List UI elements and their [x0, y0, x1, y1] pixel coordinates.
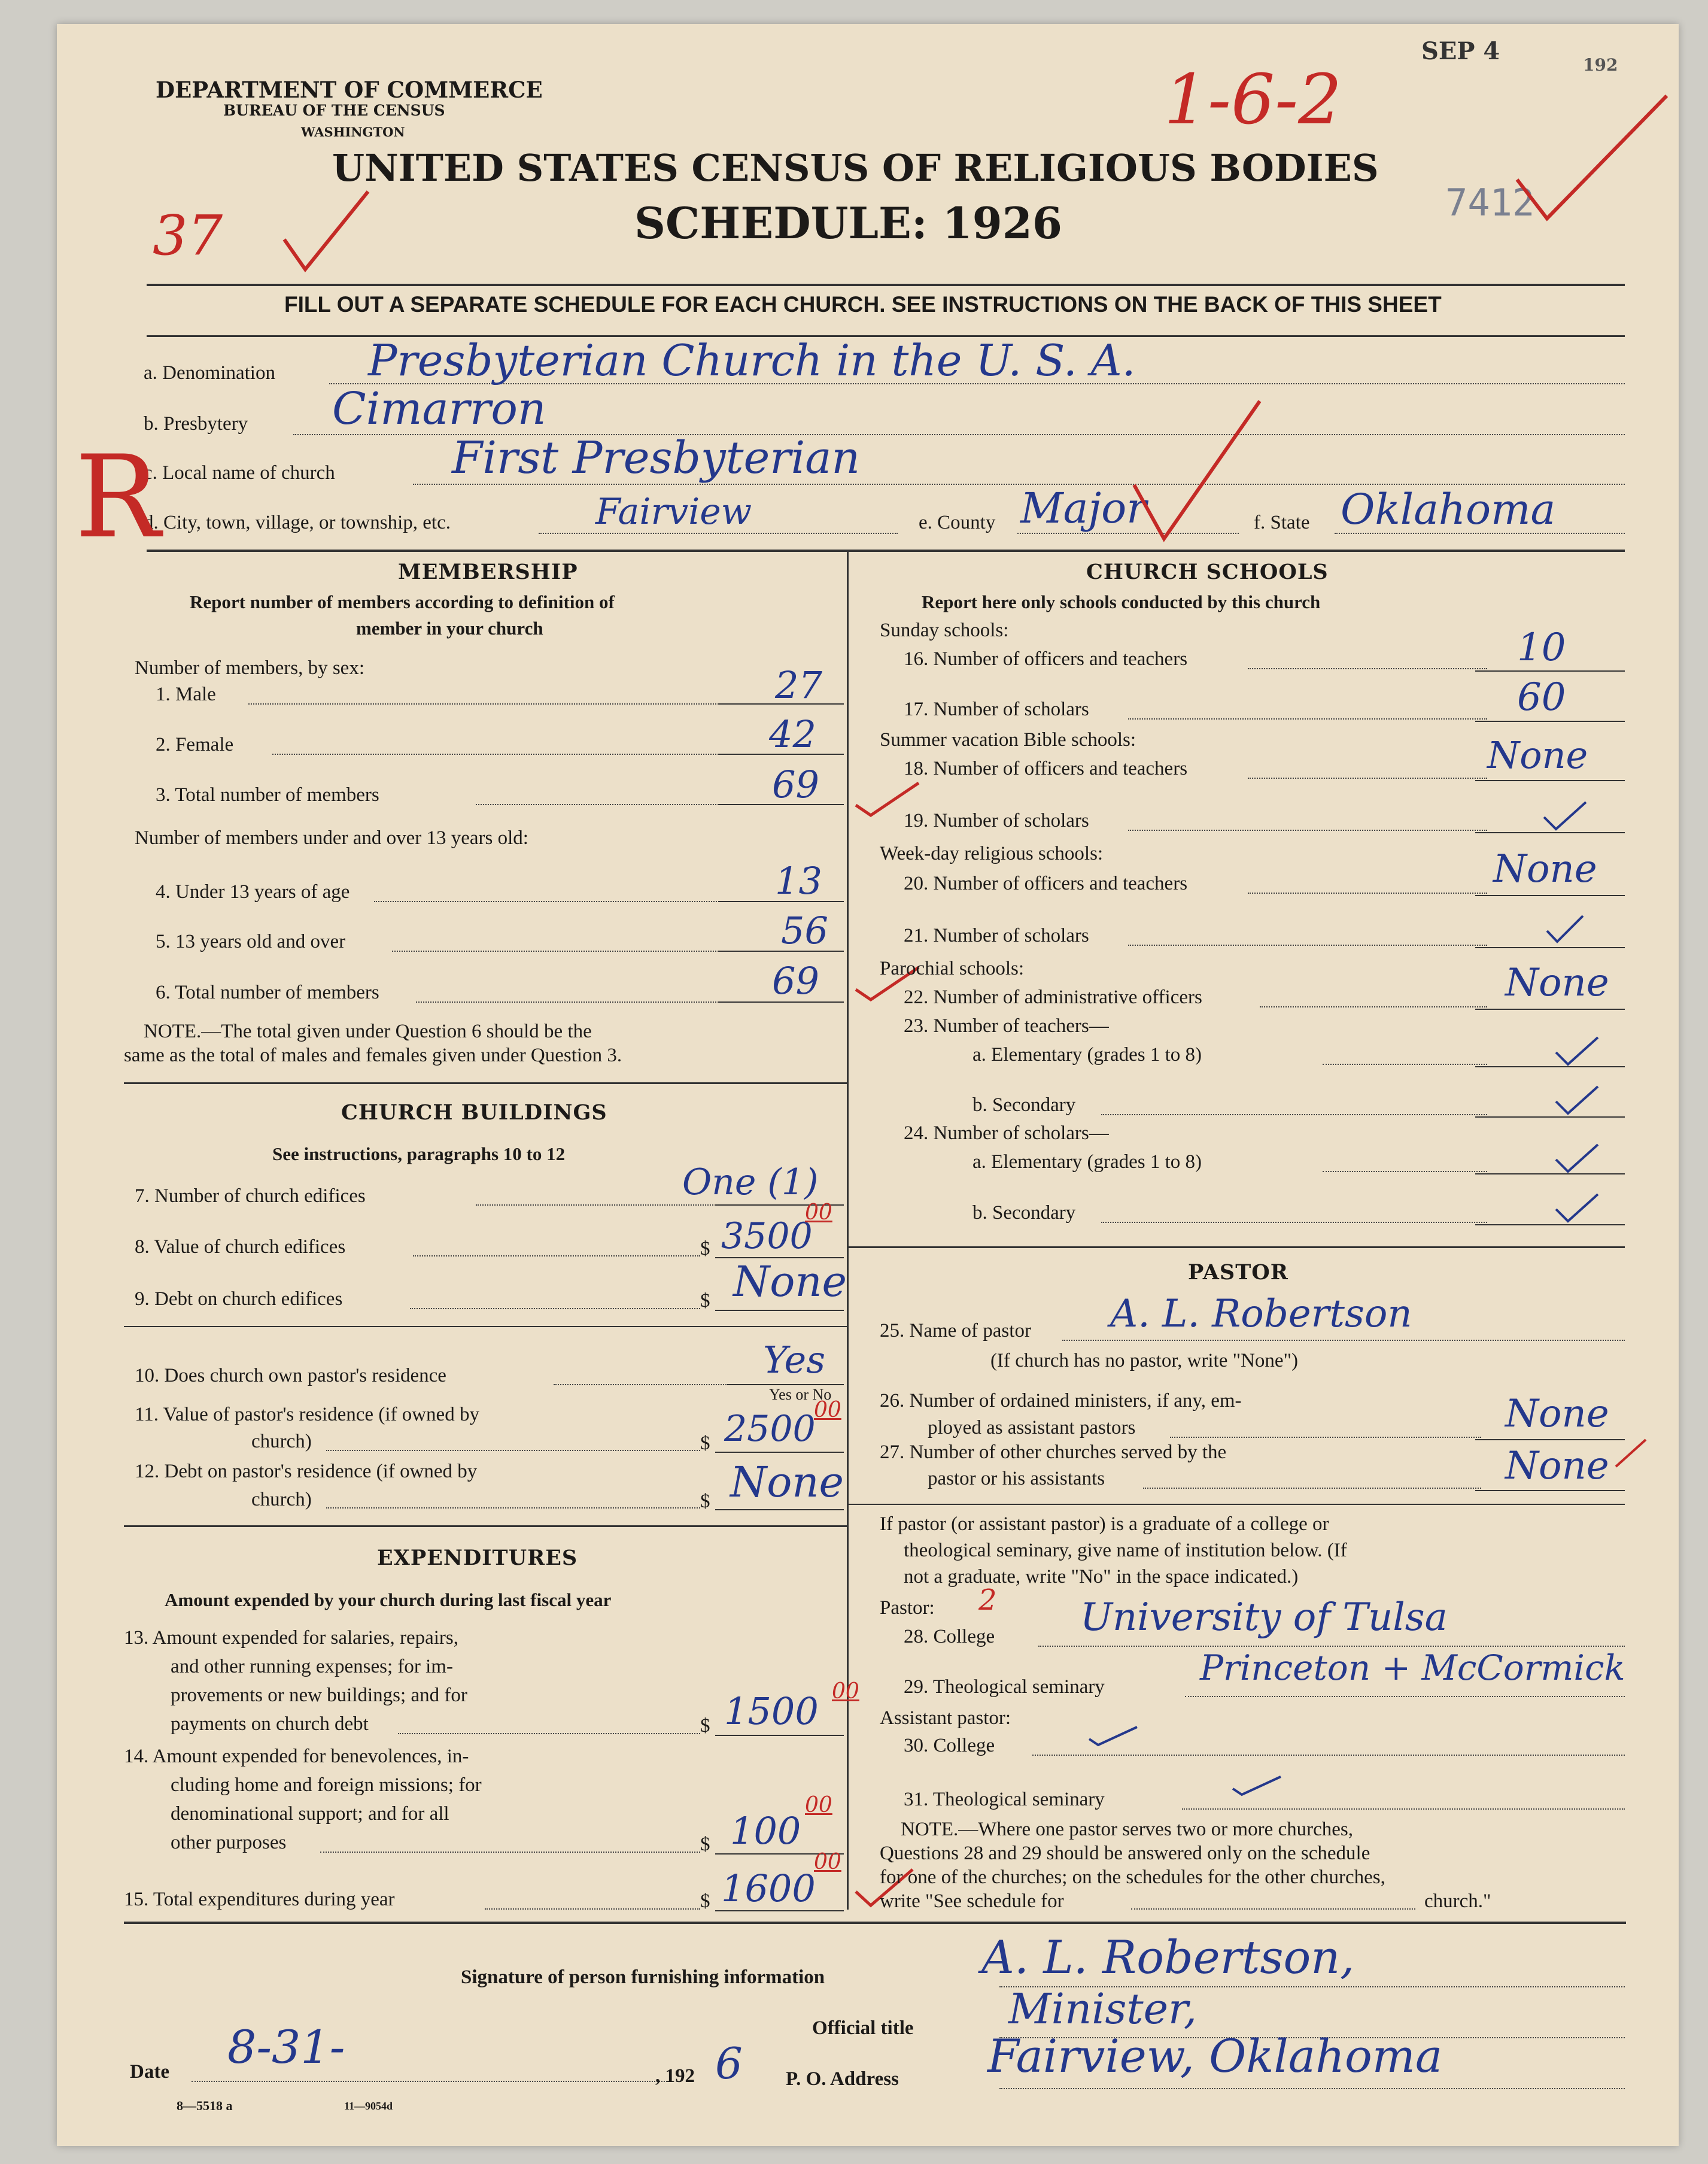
summer-officers-field[interactable]: None — [1487, 733, 1588, 777]
pastor-heading: PASTOR — [1188, 1260, 1288, 1285]
church-name-label: c. Local name of church — [144, 462, 335, 484]
q25-line — [1062, 1340, 1625, 1341]
check-icon — [1230, 1771, 1284, 1801]
summer-schools-label: Summer vacation Bible schools: — [880, 729, 1136, 751]
q11-answer-line — [715, 1452, 844, 1453]
membership-heading: MEMBERSHIP — [398, 560, 578, 584]
q10-line — [554, 1384, 733, 1385]
q1-line — [248, 703, 745, 705]
official-title-label: Official title — [812, 2017, 914, 2039]
q13-answer-line — [715, 1735, 844, 1736]
q21-answer-line — [1475, 947, 1625, 948]
residence-debt-field[interactable]: None — [730, 1458, 844, 1507]
q2-label: 2. Female — [156, 734, 234, 755]
q13-l3: provements or new buildings; and for — [171, 1685, 467, 1706]
q7-line — [476, 1204, 727, 1206]
buildings-heading: CHURCH BUILDINGS — [341, 1100, 607, 1125]
q8-dollar: $ — [700, 1238, 710, 1259]
q22-answer-line — [1475, 1009, 1625, 1010]
census-schedule — [57, 24, 1679, 2146]
q11-line — [326, 1450, 700, 1451]
q13-l1: 13. Amount expended for salaries, repairs, — [124, 1627, 459, 1649]
q21-line — [1128, 945, 1487, 946]
form-number-2: 11—9054d — [344, 2100, 393, 2112]
q24-label: 24. Number of scholars— — [904, 1122, 1109, 1144]
q27-line — [1143, 1488, 1481, 1489]
q21-label: 21. Number of scholars — [904, 925, 1089, 946]
q14-dollar: $ — [700, 1834, 710, 1855]
assistant-pastor-label: Assistant pastor: — [880, 1707, 1011, 1729]
q24b-line — [1101, 1222, 1487, 1223]
q4-line — [374, 901, 745, 902]
signature-field[interactable]: A. L. Robertson, — [981, 1931, 1355, 1984]
q16-label: 16. Number of officers and teachers — [904, 648, 1188, 670]
q24b-answer-line — [1475, 1224, 1625, 1225]
date-line — [192, 2081, 667, 2082]
q23a-answer-line — [1475, 1066, 1625, 1067]
q19-line — [1128, 830, 1487, 831]
membership-note-2: same as the total of males and females given under Question 3. — [124, 1045, 622, 1066]
q15-cents: 00 — [814, 1850, 841, 1874]
q11-label-1: 11. Value of pastor's residence (if owned by — [135, 1404, 479, 1425]
form-number-1: 8—5518 a — [177, 2098, 233, 2113]
column-divider — [847, 551, 849, 1910]
membership-intro-1: Report number of members according to definition of — [190, 591, 615, 612]
pastor-note-1: NOTE.—Where one pastor serves two or more churches, — [901, 1819, 1353, 1840]
q15-line — [485, 1908, 700, 1910]
q14-l3: denominational support; and for all — [171, 1803, 449, 1825]
male-members-field[interactable]: 27 — [775, 663, 822, 707]
female-members-field[interactable]: 42 — [769, 712, 816, 756]
presbytery-field[interactable]: Cimarron — [332, 383, 546, 435]
q12-dollar: $ — [700, 1491, 710, 1512]
state-field[interactable]: Oklahoma — [1341, 485, 1556, 534]
red-check-icon — [1128, 395, 1266, 545]
county-label: e. County — [919, 512, 996, 533]
separate-schedule-instruction: FILL OUT A SEPARATE SCHEDULE FOR EACH CHURCH. SEE INSTRUCTIONS ON THE BACK OF THIS SHEET — [284, 292, 1442, 317]
q23b-line — [1101, 1114, 1487, 1115]
check-icon — [1086, 1721, 1140, 1751]
q6-line — [416, 1001, 745, 1003]
residence-value-field[interactable]: 2500 — [724, 1408, 816, 1450]
q16-answer-line — [1475, 670, 1625, 672]
state-label: f. State — [1254, 512, 1310, 533]
q13-line — [398, 1733, 700, 1734]
over-13-field[interactable]: 56 — [781, 909, 828, 952]
q5-label: 5. 13 years old and over — [156, 931, 346, 952]
city-field[interactable]: Fairview — [595, 491, 752, 533]
q24a-answer-line — [1475, 1173, 1625, 1174]
pastor-red-mark: 2 — [978, 1583, 997, 1617]
q9-answer-line — [715, 1310, 844, 1311]
address-field[interactable]: Fairview, Oklahoma — [987, 2029, 1443, 2083]
red-check-icon — [278, 186, 374, 275]
weekday-schools-label: Week-day religious schools: — [880, 843, 1104, 864]
q27-l2: pastor or his assistants — [928, 1468, 1105, 1489]
q4-label: 4. Under 13 years of age — [156, 881, 350, 903]
q22-line — [1260, 1006, 1487, 1007]
q15-answer-line — [715, 1910, 844, 1911]
q31-label: 31. Theological seminary — [904, 1789, 1105, 1810]
sunday-officers-field[interactable]: 10 — [1517, 626, 1566, 670]
q18-label: 18. Number of officers and teachers — [904, 758, 1188, 779]
q14-l1: 14. Amount expended for benevolences, in- — [124, 1746, 469, 1767]
q24a-line — [1323, 1171, 1487, 1172]
members-by-sex-label: Number of members, by sex: — [135, 657, 364, 679]
schools-heading: CHURCH SCHOOLS — [1086, 560, 1329, 584]
q14-l4: other purposes — [171, 1832, 287, 1853]
q19-answer-line — [1475, 832, 1625, 833]
q16-line — [1248, 668, 1487, 669]
q28-line — [1038, 1646, 1625, 1647]
q26-l1: 26. Number of ordained ministers, if any, em- — [880, 1390, 1242, 1412]
q22-label: 22. Number of administrative officers — [904, 987, 1202, 1008]
q9-line — [410, 1308, 700, 1309]
year-prefix: , 192 — [655, 2065, 695, 2087]
official-title-field[interactable]: Minister, — [1008, 1984, 1198, 2034]
q8-line — [413, 1255, 700, 1256]
members-by-age-label: Number of members under and over 13 years old: — [135, 827, 528, 849]
received-stamp-date: SEP 4 — [1421, 37, 1500, 65]
city-label: d. City, town, village, or township, etc. — [144, 512, 451, 533]
running-expenses-field[interactable]: 1500 — [724, 1689, 819, 1733]
pastor-note-5: church." — [1424, 1890, 1491, 1912]
received-stamp-year: 192 — [1583, 55, 1618, 75]
q13-l2: and other running expenses; for im- — [171, 1656, 453, 1677]
q28-label: 28. College — [904, 1626, 995, 1647]
church-name-field[interactable]: First Presbyterian — [452, 432, 861, 484]
check-icon — [1541, 799, 1589, 835]
city-line — [539, 533, 898, 534]
college-field[interactable]: University of Tulsa — [1080, 1595, 1448, 1640]
q2-line — [272, 754, 745, 755]
q20-answer-line — [1475, 895, 1625, 896]
red-code-mark: 1-6-2 — [1164, 60, 1342, 140]
owns-residence-field[interactable]: Yes — [763, 1338, 826, 1382]
q18-answer-line — [1475, 780, 1625, 781]
sunday-scholars-field[interactable]: 60 — [1517, 675, 1566, 720]
q30-line — [1032, 1755, 1625, 1756]
check-icon — [1553, 1191, 1601, 1227]
q13-cents: 00 — [832, 1679, 859, 1704]
footer-rule — [124, 1922, 1626, 1924]
q20-line — [1248, 893, 1487, 894]
parochial-officers-field[interactable]: None — [1505, 961, 1609, 1005]
buildings-rule-1 — [124, 1326, 848, 1327]
q24a-label: a. Elementary (grades 1 to 8) — [972, 1151, 1202, 1173]
q14-l2: cluding home and foreign missions; for — [171, 1774, 482, 1796]
q11-label-2: church) — [251, 1431, 312, 1452]
q17-line — [1128, 718, 1487, 720]
check-icon — [1553, 1083, 1601, 1119]
q9-dollar: $ — [700, 1290, 710, 1312]
pastor-note-4: write "See schedule for — [880, 1890, 1064, 1912]
seminary-field[interactable]: Princeton + McCormick — [1200, 1647, 1625, 1688]
expenditures-sub: Amount expended by your church during last fiscal year — [165, 1589, 612, 1610]
schedule-year: SCHEDULE: 1926 — [634, 198, 1062, 248]
q23a-label: a. Elementary (grades 1 to 8) — [972, 1044, 1202, 1066]
q6-label: 6. Total number of members — [156, 982, 379, 1003]
q9-label: 9. Debt on church edifices — [135, 1288, 343, 1310]
total-members-q6-field[interactable]: 69 — [772, 959, 819, 1003]
presbytery-label: b. Presbytery — [144, 413, 248, 435]
q8-label: 8. Value of church edifices — [135, 1236, 346, 1258]
q25-label: 25. Name of pastor — [880, 1320, 1031, 1342]
margin-r-mark: R — [75, 431, 161, 563]
q26-line — [1170, 1437, 1481, 1438]
edifice-debt-field[interactable]: None — [733, 1257, 847, 1306]
buildings-sub: See instructions, paragraphs 10 to 12 — [272, 1143, 566, 1164]
q24b-label: b. Secondary — [972, 1202, 1076, 1224]
yes-no-hint: Yes or No — [769, 1386, 832, 1403]
bureau-name: BUREAU OF THE CENSUS — [223, 102, 445, 119]
pastor-rule — [848, 1504, 1625, 1505]
q7-label: 7. Number of church edifices — [135, 1185, 366, 1207]
total-members-field[interactable]: 69 — [772, 763, 819, 806]
q23b-answer-line — [1475, 1116, 1625, 1118]
stamped-number: 7412 — [1445, 181, 1535, 224]
graduate-instruction-3: not a graduate, write "No" in the space indicated.) — [904, 1566, 1299, 1588]
q11-dollar: $ — [700, 1432, 710, 1454]
edifice-value-field[interactable]: 3500 — [721, 1215, 813, 1257]
q1-label: 1. Male — [156, 684, 216, 705]
q10-answer-line — [727, 1384, 844, 1385]
denomination-field[interactable]: Presbyterian Church in the U. S. A. — [368, 335, 1136, 386]
section-rule — [147, 550, 1625, 552]
pastor-name-field[interactable]: A. L. Robertson — [1110, 1292, 1412, 1336]
q12-answer-line — [715, 1509, 844, 1510]
q20-label: 20. Number of officers and teachers — [904, 873, 1188, 894]
q17-label: 17. Number of scholars — [904, 699, 1089, 720]
q23a-line — [1323, 1064, 1487, 1065]
assistant-pastors-field[interactable]: None — [1505, 1392, 1609, 1436]
pastor-note-line — [1131, 1908, 1415, 1910]
q27-answer-line — [1475, 1490, 1625, 1491]
pastor-note-3: for one of the churches; on the schedules for the other churches, — [880, 1866, 1385, 1888]
schools-sub: Report here only schools conducted by this church — [922, 591, 1321, 612]
q29-line — [1185, 1696, 1625, 1697]
q18-line — [1248, 778, 1487, 779]
red-number-mark: 37 — [153, 204, 223, 268]
membership-intro-2: member in your church — [356, 618, 543, 639]
pastor-note-2: Questions 28 and 29 should be answered only on the schedule — [880, 1843, 1370, 1864]
check-icon — [1553, 1034, 1601, 1070]
check-icon — [1544, 913, 1586, 946]
q3-line — [476, 804, 745, 805]
membership-note-1: NOTE.—The total given under Question 6 should be the — [144, 1021, 592, 1042]
q13-l4: payments on church debt — [171, 1713, 369, 1735]
schools-rule — [848, 1246, 1625, 1248]
address-label: P. O. Address — [786, 2068, 899, 2090]
q5-line — [392, 951, 745, 952]
q23-label: 23. Number of teachers— — [904, 1015, 1109, 1037]
red-check-icon — [1505, 90, 1673, 227]
address-line — [999, 2088, 1625, 2089]
q13-dollar: $ — [700, 1715, 710, 1737]
bureau-city: WASHINGTON — [301, 125, 405, 139]
under-13-field[interactable]: 13 — [775, 859, 822, 903]
county-field[interactable]: Major — [1020, 484, 1147, 533]
sunday-schools-label: Sunday schools: — [880, 620, 1009, 641]
red-check-icon — [1613, 1437, 1649, 1473]
q25-hint: (If church has no pastor, write "None") — [990, 1350, 1299, 1371]
q17-answer-line — [1475, 721, 1625, 722]
header-rule — [147, 284, 1625, 286]
year-digit-field[interactable]: 6 — [715, 2038, 743, 2089]
date-label: Date — [130, 2061, 169, 2083]
benevolences-field[interactable]: 100 — [730, 1809, 801, 1853]
q27-l1: 27. Number of other churches served by the — [880, 1441, 1227, 1463]
q12-line — [326, 1507, 700, 1509]
weekday-officers-field[interactable]: None — [1493, 847, 1597, 891]
membership-rule — [124, 1082, 848, 1084]
q14-cents: 00 — [805, 1793, 832, 1817]
q23b-label: b. Secondary — [972, 1094, 1076, 1116]
q8-cents: 00 — [805, 1200, 832, 1225]
q15-label: 15. Total expenditures during year — [124, 1889, 395, 1910]
buildings-rule-2 — [124, 1525, 848, 1527]
dept-name: DEPARTMENT OF COMMERCE — [156, 77, 543, 103]
q29-label: 29. Theological seminary — [904, 1676, 1105, 1698]
q31-line — [1182, 1808, 1625, 1810]
total-expenditures-field[interactable]: 1600 — [721, 1866, 816, 1910]
q30-label: 30. College — [904, 1735, 995, 1756]
edifices-count-field[interactable]: One (1) — [682, 1161, 819, 1203]
q26-answer-line — [1475, 1439, 1625, 1440]
parochial-schools-label: Parochial schools: — [880, 958, 1025, 979]
q12-label-2: church) — [251, 1489, 312, 1510]
form-title: UNITED STATES CENSUS OF RELIGIOUS BODIES — [332, 146, 1379, 190]
pastor-sub-label: Pastor: — [880, 1597, 935, 1619]
graduate-instruction-1: If pastor (or assistant pastor) is a graduate of a college or — [880, 1513, 1329, 1535]
q12-label-1: 12. Debt on pastor's residence (if owned by — [135, 1461, 478, 1482]
other-churches-field[interactable]: None — [1505, 1444, 1609, 1488]
q10-label: 10. Does church own pastor's residence — [135, 1365, 446, 1386]
check-icon — [1553, 1142, 1601, 1177]
expenditures-heading: EXPENDITURES — [377, 1546, 578, 1570]
q14-line — [320, 1852, 700, 1853]
q19-label: 19. Number of scholars — [904, 810, 1089, 831]
q3-label: 3. Total number of members — [156, 784, 379, 806]
q11-cents: 00 — [814, 1398, 841, 1422]
q26-l2: ployed as assistant pastors — [928, 1417, 1136, 1438]
date-field[interactable]: 8-31- — [227, 2020, 345, 2074]
graduate-instruction-2: theological seminary, give name of institution below. (If — [904, 1540, 1347, 1561]
q15-dollar: $ — [700, 1890, 710, 1912]
signature-label: Signature of person furnishing information — [461, 1966, 825, 1988]
denomination-label: a. Denomination — [144, 362, 275, 384]
